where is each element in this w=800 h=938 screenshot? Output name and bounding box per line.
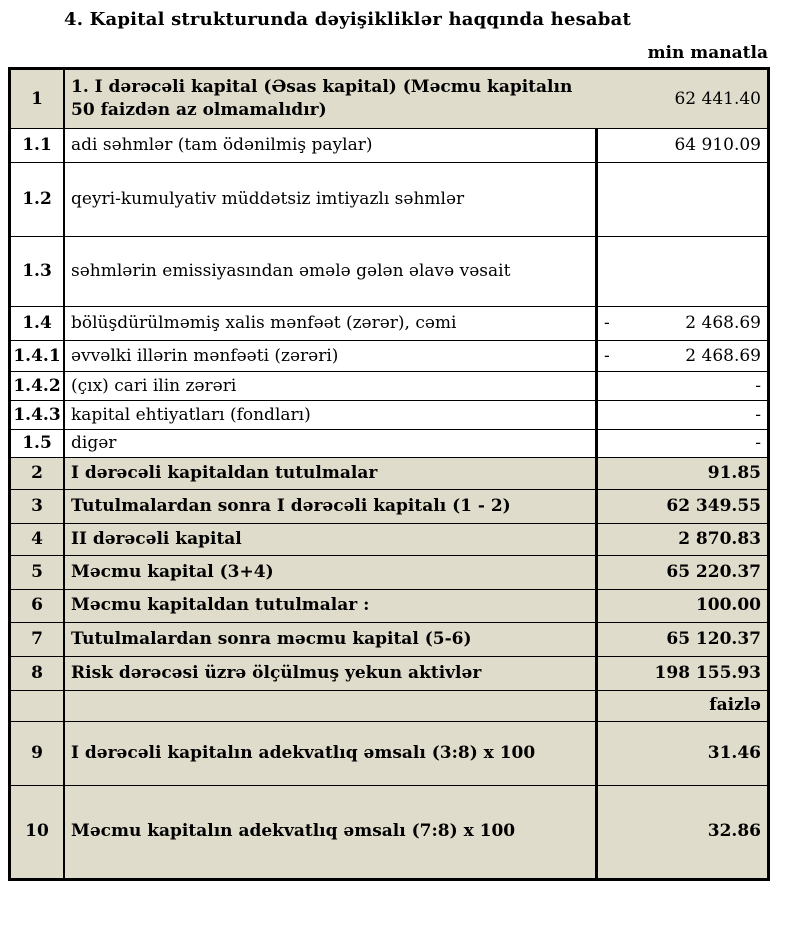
row-number: 8: [11, 657, 65, 690]
row-label: [65, 691, 595, 721]
table-row: [11, 524, 767, 556]
table-row: [11, 722, 767, 786]
row-label: əvvəlki illərin mənfəəti (zərəri): [71, 345, 339, 366]
negative-dash: -: [604, 345, 610, 366]
amount: 2 468.69: [685, 313, 761, 334]
units-label: min manatla: [647, 43, 768, 63]
row-number: 1.4.2: [11, 372, 65, 400]
row-value: -: [595, 372, 767, 400]
table-row: [11, 786, 767, 878]
row-label: (çıx) cari ilin zərəri: [71, 375, 237, 396]
row-number: 1.3: [11, 237, 65, 306]
row-value: [595, 163, 767, 236]
row-number: 10: [11, 786, 65, 878]
row-value: 65 220.37: [595, 556, 767, 589]
row-label: qeyri-kumulyativ müddətsiz imtiyazlı səhmlər: [71, 189, 465, 210]
table-row: [11, 372, 767, 401]
row-value: [595, 341, 767, 371]
negative-dash: -: [604, 313, 610, 334]
row-number: 1.2: [11, 163, 65, 236]
table-row: [11, 163, 767, 237]
row-number: 5: [11, 556, 65, 589]
row-label: I dərəcəli kapitaldan tutulmalar: [71, 462, 378, 483]
row-label: bölüşdürülməmiş xalis mənfəət (zərər), cəmi: [71, 313, 457, 334]
row-value: 62 349.55: [595, 490, 767, 523]
row-number: 4: [11, 524, 65, 555]
table-row: [11, 657, 767, 691]
amount: 2 468.69: [685, 345, 761, 366]
row-label: I dərəcəli kapitalın adekvatlıq əmsalı (3:8) x 100: [71, 742, 536, 763]
row-value: [595, 307, 767, 340]
row-value: 32.86: [595, 786, 767, 878]
row-label: Tutulmalardan sonra məcmu kapital (5-6): [71, 628, 472, 649]
row-number: 1.1: [11, 129, 65, 162]
row-value: -: [595, 401, 767, 429]
table-row: [11, 341, 767, 372]
table-row: [11, 237, 767, 307]
row-value: [595, 237, 767, 306]
table-row: [11, 129, 767, 163]
table-row: [11, 556, 767, 590]
row-number: 1.5: [11, 430, 65, 457]
table-row: [11, 623, 767, 657]
row-label: Risk dərəcəsi üzrə ölçülmuş yekun aktivlər: [71, 662, 482, 683]
row-label: kapital ehtiyatları (fondları): [71, 404, 311, 425]
row-label: Tutulmalardan sonra I dərəcəli kapitalı (1 - 2): [71, 495, 511, 516]
table-row: [11, 691, 767, 722]
table-row: [11, 401, 767, 430]
row-number: 3: [11, 490, 65, 523]
table-row: [11, 307, 767, 341]
row-number: 1.4: [11, 307, 65, 340]
row-label: Məcmu kapitaldan tutulmalar :: [71, 595, 370, 616]
table-row: [11, 430, 767, 458]
row-number: 7: [11, 623, 65, 656]
row-number: 9: [11, 722, 65, 785]
table-row: [11, 70, 767, 129]
row-value: 2 870.83: [595, 524, 767, 555]
row-number: 6: [11, 590, 65, 622]
row-number: 1.4.1: [11, 341, 65, 371]
row-value: 65 120.37: [595, 623, 767, 656]
row-label: səhmlərin emissiyasından əmələ gələn əlavə vəsait: [71, 261, 511, 282]
row-label: Məcmu kapital (3+4): [71, 561, 274, 582]
table-row: [11, 490, 767, 524]
row-value: 91.85: [595, 458, 767, 489]
row-value: 64 910.09: [595, 129, 767, 162]
row-number: [11, 691, 65, 721]
row-number: 1.4.3: [11, 401, 65, 429]
row-value: faizlə: [595, 691, 767, 721]
row-label: II dərəcəli kapital: [71, 528, 242, 549]
row-label: adi səhmlər (tam ödənilmiş paylar): [71, 135, 373, 156]
row-label: digər: [71, 433, 117, 453]
row-value: -: [595, 430, 767, 457]
page-title: 4. Kapital strukturunda dəyişikliklər haqqında hesabat: [64, 9, 631, 30]
row-label: 1. I dərəcəli kapital (Əsas kapital) (Məcmu kapitalın 50 faizdən az olmamalıdır): [71, 77, 573, 120]
row-value: 198 155.93: [595, 657, 767, 690]
row-value: 31.46: [595, 722, 767, 785]
row-number: 2: [11, 458, 65, 489]
row-label: Məcmu kapitalın adekvatlıq əmsalı (7:8) x 100: [71, 821, 516, 842]
table-row: [11, 590, 767, 623]
row-value: 100.00: [595, 590, 767, 622]
row-value: 62 441.40: [674, 88, 761, 109]
table-row: [11, 458, 767, 490]
row-number: 1: [11, 70, 65, 128]
capital-report-table: [8, 67, 770, 881]
